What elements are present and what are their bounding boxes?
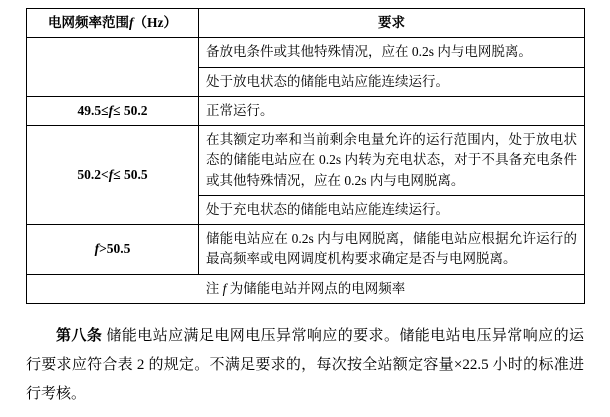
range-text-post: ≤ 50.5	[113, 166, 148, 182]
footnote-variable: f	[222, 280, 227, 296]
range-cell-high	[27, 126, 199, 225]
requirement-cell: 备放电条件或其他特殊情况，应在 0.2s 内与电网脱离。	[199, 38, 585, 67]
range-variable: f	[94, 241, 100, 257]
range-variable: f	[108, 102, 114, 118]
table-footnote-row	[27, 274, 585, 303]
range-text-pre: 50.2<	[77, 166, 109, 182]
frequency-requirements-table	[26, 8, 585, 304]
range-cell-empty	[27, 38, 199, 97]
requirement-cell: 在其额定功率和当前剩余电量允许的运行范围内，处于放电状态的储能电站应在 0.2s 内转为充电状态，对于不具备充电条件或其他特殊情况，应在 0.2s 内与电网脱离。	[199, 126, 585, 196]
requirement-cell: 处于充电状态的储能电站应能连续运行。	[199, 195, 585, 224]
footnote-text-pre: 注	[205, 280, 223, 296]
table-header-row	[27, 9, 585, 38]
header-range-unit: （Hz）	[133, 15, 177, 30]
table-footnote	[27, 274, 585, 303]
range-cell-over	[27, 225, 199, 275]
table-row	[27, 38, 585, 67]
range-text-post: ≤ 50.2	[113, 102, 148, 118]
range-text-pre: 49.5≤	[77, 102, 109, 118]
range-text-post: >50.5	[99, 241, 131, 257]
table-row	[27, 96, 585, 125]
header-cell-frequency-range	[27, 9, 199, 38]
header-range-variable: f	[129, 15, 134, 30]
range-cell-normal	[27, 96, 199, 125]
requirement-cell: 储能电站应在 0.2s 内与电网脱离，储能电站应根据允许运行的最高频率或电网调度机构要求确定是否与电网脱离。	[199, 225, 585, 275]
header-cell-requirement: 要求	[199, 9, 585, 38]
footnote-text-post: 为储能电站并网点的电网频率	[226, 280, 406, 296]
article-number: 第八条	[56, 327, 103, 344]
article-paragraph	[26, 322, 584, 410]
requirement-cell: 正常运行。	[199, 96, 585, 125]
article-body-text: 储能电站应满足电网电压异常响应的要求。储能电站电压异常响应的运行要求应符合表 2 的规定。不满足要求的，每次按全站额定容量×22.5 小时的标准进行考核。	[26, 327, 584, 403]
header-range-text: 电网频率范围	[48, 15, 129, 30]
table-row	[27, 126, 585, 196]
requirement-cell: 处于放电状态的储能电站应能连续运行。	[199, 67, 585, 96]
table-row	[27, 225, 585, 275]
range-variable: f	[108, 166, 114, 182]
